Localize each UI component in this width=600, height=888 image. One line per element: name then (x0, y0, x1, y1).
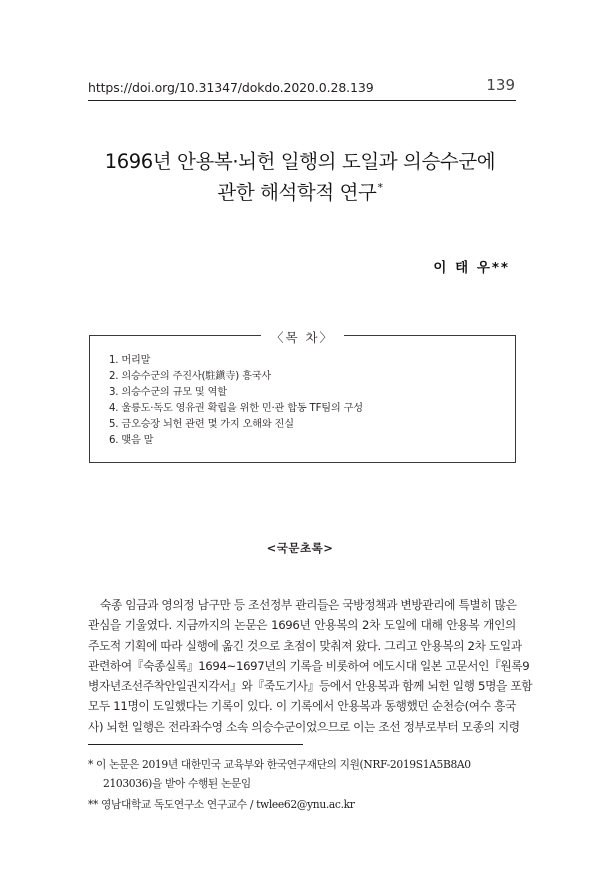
abstract-line: 모두 11명이 도일했다는 기록이 있다. 이 기록에서 안용복과 동행했던 순천승(여수 흥국 (88, 699, 516, 714)
paper-title-line2 (60, 177, 540, 205)
toc-list (109, 353, 363, 449)
author-name: 이 태 우** (433, 260, 510, 276)
footnote-affiliation: ** 영남대학교 독도연구소 연구교수 / twlee62@ynu.ac.kr (88, 798, 355, 811)
abstract-heading: <국문초록> (266, 541, 334, 555)
toc-item: 3. 의승수군의 규모 및 역할 (109, 387, 227, 398)
paper-title-line1: 1696년 안용복·뇌헌 일행의 도일과 의승수군에 (104, 150, 496, 173)
page-number: 139 (486, 76, 515, 94)
toc-item: 2. 의승수군의 주진사(駐鎭寺) 흥국사 (109, 371, 271, 382)
abstract-line: 사) 뇌헌 일행은 전라좌수영 소속 의승수군이었으므로 이는 조선 정부로부터 모종의 지령 (88, 719, 520, 734)
toc-item: 1. 머리말 (109, 355, 151, 366)
footnote-funding-cont: 2103036)을 받아 수행된 논문임 (103, 777, 251, 790)
title-footnote-mark: * (377, 181, 383, 194)
abstract-line: 주도적 기획에 따라 실행에 옮긴 것으로 초점이 맞춰져 왔다. 그리고 안용복의 2차 도일과 (88, 638, 522, 653)
abstract-line: 관련하여『숙종실록』1694~1697년의 기록을 비롯하여 에도시대 일본 고문서인『원록9 (88, 658, 530, 673)
paper-title-text: 관한 해석학적 연구 (217, 181, 377, 204)
abstract-line: 병자년조선주착안일권지각서』와『죽도기사』등에서 안용복과 함께 뇌헌 일행 5명을 포함 (88, 679, 533, 694)
footnote-rule (88, 744, 303, 745)
footnote-funding: * 이 논문은 2019년 대한민국 교육부와 한국연구재단의 지원(NRF-2019S1A5B8A0 (88, 758, 471, 771)
table-of-contents (89, 330, 516, 463)
toc-item: 6. 맺음 말 (109, 435, 154, 446)
abstract-body (88, 595, 533, 737)
toc-item: 5. 금오승장 뇌헌 관련 몇 가지 오해와 진실 (109, 419, 294, 430)
header-rule (88, 100, 516, 101)
toc-item: 4. 울릉도·독도 영유권 확립을 위한 민·관 합동 TF팀의 구성 (109, 403, 363, 414)
doi-link[interactable]: https://doi.org/10.31347/dokdo.2020.0.28.139 (88, 80, 374, 95)
toc-heading: 〈목 차〉 (261, 330, 344, 345)
abstract-line: 관심을 기울였다. 지금까지의 논문은 1696년 안용복의 2차 도일에 대해 안용복 개인의 (88, 618, 516, 633)
abstract-line: 숙종 임금과 영의정 남구만 등 조선정부 관리들은 국방정책과 변방관리에 특별히 많은 (100, 598, 517, 612)
